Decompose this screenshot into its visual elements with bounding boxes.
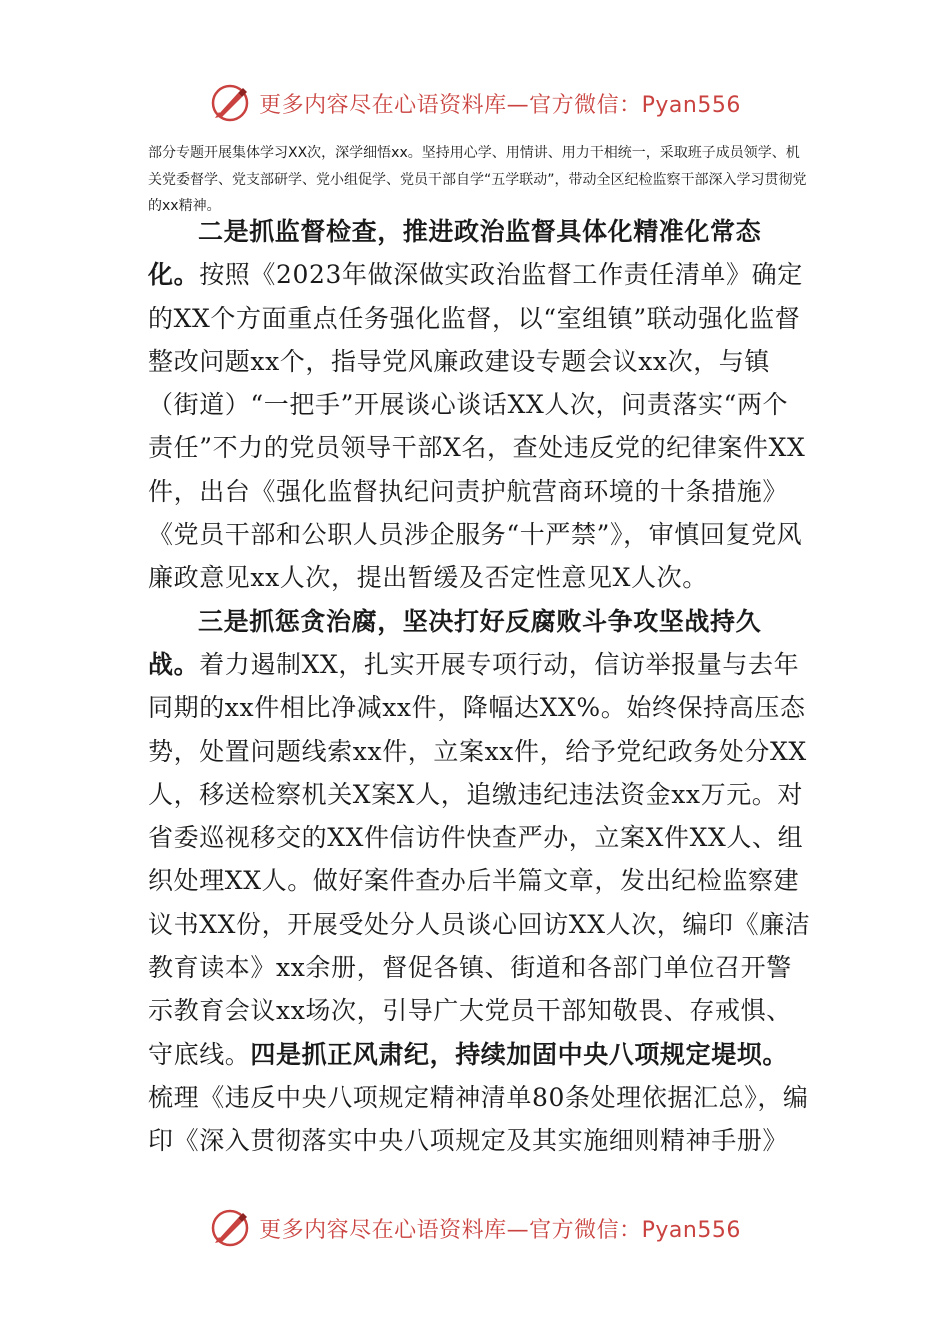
header-banner: [0, 78, 950, 128]
banner-text: 更多内容尽在心语资料库—官方微信：Pyan556: [259, 1217, 741, 1243]
paragraph-text: 按照《2023年做深做实政治监督工作责任清单》确定的XX个方面重点任务强化监督，以“室组镇”联动强化监督整改问题xx个，指导党风廉政建设专题会议xx次，与镇（街道）“一把手”开展谈心谈话XX人次，问责落实“两个责任”不力的党员领导干部X名，查处违反党的纪律案件XX件，出台《强化监督执纪问责护航营商环境的十条措施》《党员干部和公职人员涉企服务“十严禁”》，审慎回复党风廉政意见xx人次，提出暂缓及否定性意见X人次。: [148, 260, 806, 593]
paragraph-anticorruption: [148, 600, 812, 1163]
paragraph-supervision: [148, 210, 812, 600]
banner-text: 更多内容尽在心语资料库—官方微信：Pyan556: [259, 92, 741, 118]
paragraph-text: 着力遏制XX，扎实开展专项行动，信访举报量与去年同期的xx件相比净减xx件，降幅达XX%。始终保持高压态势，处置问题线索xx件，立案xx件，给予党纪政务处分XX人，移送检察机关X案X人，追缴违纪违法资金xx万元。对省委巡视移交的XX件信访件快查严办，立案X件XX人、组织处理XX人。做好案件查办后半篇文章，发出纪检监察建议书XX份，开展受处分人员谈心回访XX人次，编印《廉洁教育读本》xx余册，督促各镇、街道和各部门单位召开警示教育会议xx场次，引导广大党员干部知敬畏、存戒惧、守底线。: [148, 649, 811, 1069]
paragraph-heading: 三是抓惩贪治腐，坚决打好反腐败斗争攻坚战持久战。: [148, 606, 762, 679]
document-body: [148, 210, 812, 1163]
paragraph-heading: 四是抓正风肃纪，持续加固中央八项规定堤坝。: [250, 1039, 789, 1069]
paragraph-text: 梳理《违反中央八项规定精神清单80条处理依据汇总》，编印《深入贯彻落实中央八项规定及其实施细则精神手册》: [148, 1082, 809, 1156]
footer-banner: [0, 1203, 950, 1253]
fountain-pen-logo-icon: [209, 1207, 251, 1249]
intro-paragraph: 部分专题开展集体学习XX次，深学细悟xx。坚持用心学、用情讲、用力干相统一，采取班子成员领学、机关党委督学、党支部研学、党小组促学、党员干部自学“五学联动”，带动全区纪检监察干部深入学习贯彻党的xx精神。: [148, 145, 807, 214]
fountain-pen-logo-icon: [209, 82, 251, 124]
paragraph-heading: 二是抓监督检查，推进政治监督具体化精准化常态化。: [148, 217, 762, 290]
